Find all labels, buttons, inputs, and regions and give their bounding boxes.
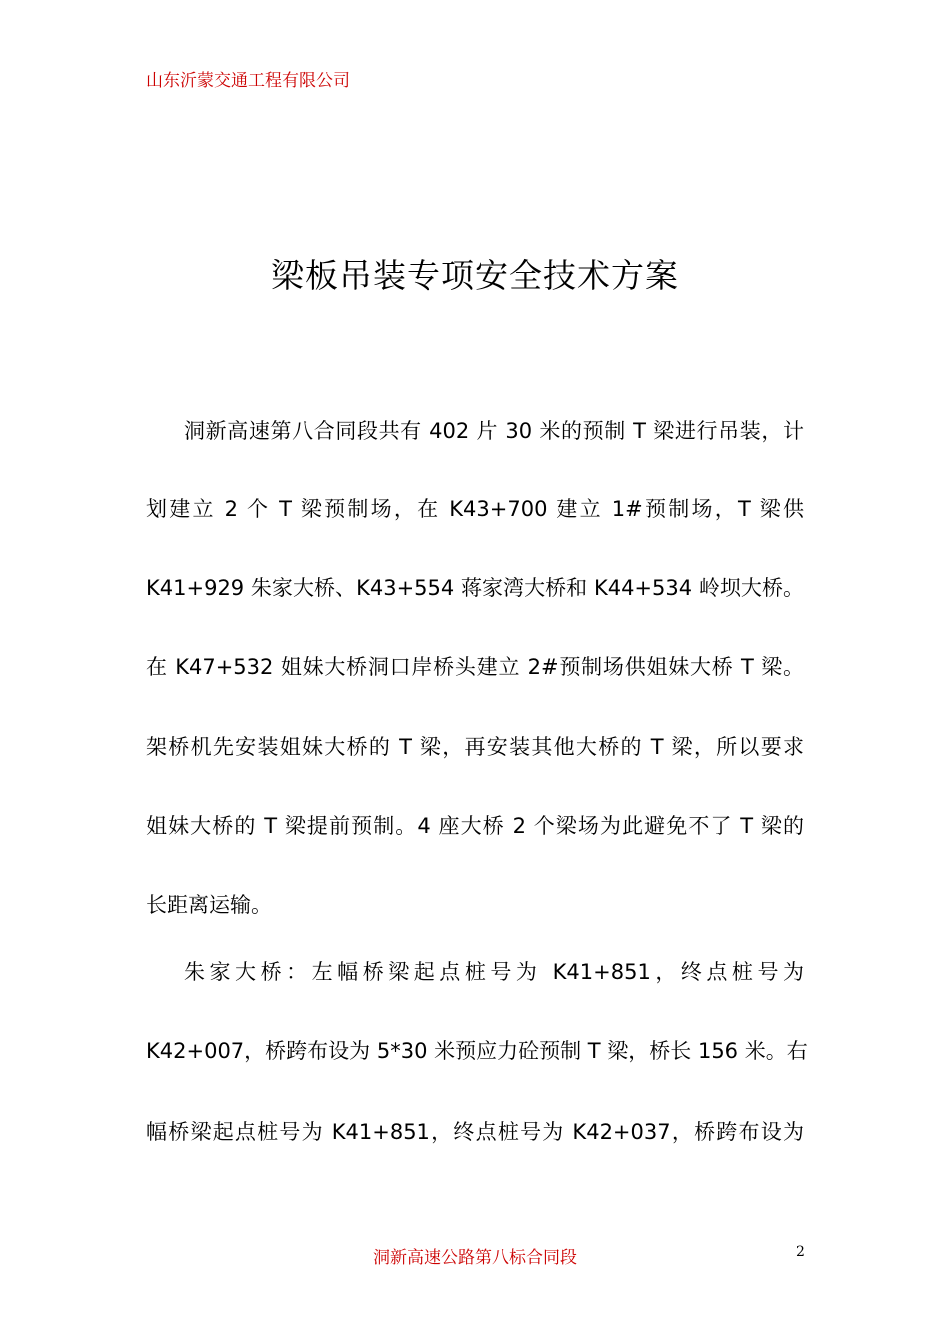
paragraph-line: 姐妹大桥的 T 梁提前预制。4 座大桥 2 个梁场为此避免不了 T 梁的: [146, 814, 804, 838]
paragraph-line: 长距离运输。: [146, 893, 272, 917]
paragraph-line: 架桥机先安装姐妹大桥的 T 梁，再安装其他大桥的 T 梁，所以要求: [146, 735, 804, 759]
paragraph-line: 在 K47+532 姐妹大桥洞口岸桥头建立 2#预制场供姐妹大桥 T 梁。: [146, 655, 804, 679]
paragraph-line: 划建立 2 个 T 梁预制场，在 K43+700 建立 1#预制场，T 梁供: [146, 497, 804, 521]
paragraph-line: K42+007，桥跨布设为 5*30 米预应力砼预制 T 梁，桥长 156 米。右: [146, 1039, 808, 1063]
paragraph-line: 幅桥梁起点桩号为 K41+851，终点桩号为 K42+037，桥跨布设为: [146, 1120, 804, 1144]
header-company-name: 山东沂蒙交通工程有限公司: [146, 71, 350, 91]
footer-section-name: 洞新高速公路第八标合同段: [373, 1248, 577, 1268]
paragraph-line: 朱家大桥：左幅桥梁起点桩号为 K41+851，终点桩号为: [184, 960, 804, 984]
document-title: 梁板吊装专项安全技术方案: [271, 256, 679, 295]
paragraph-line: K41+929 朱家大桥、K43+554 蒋家湾大桥和 K44+534 岭坝大桥。: [146, 576, 804, 600]
page-number: 2: [796, 1244, 805, 1260]
paragraph-line: 洞新高速第八合同段共有 402 片 30 米的预制 T 梁进行吊装，计: [184, 419, 804, 443]
